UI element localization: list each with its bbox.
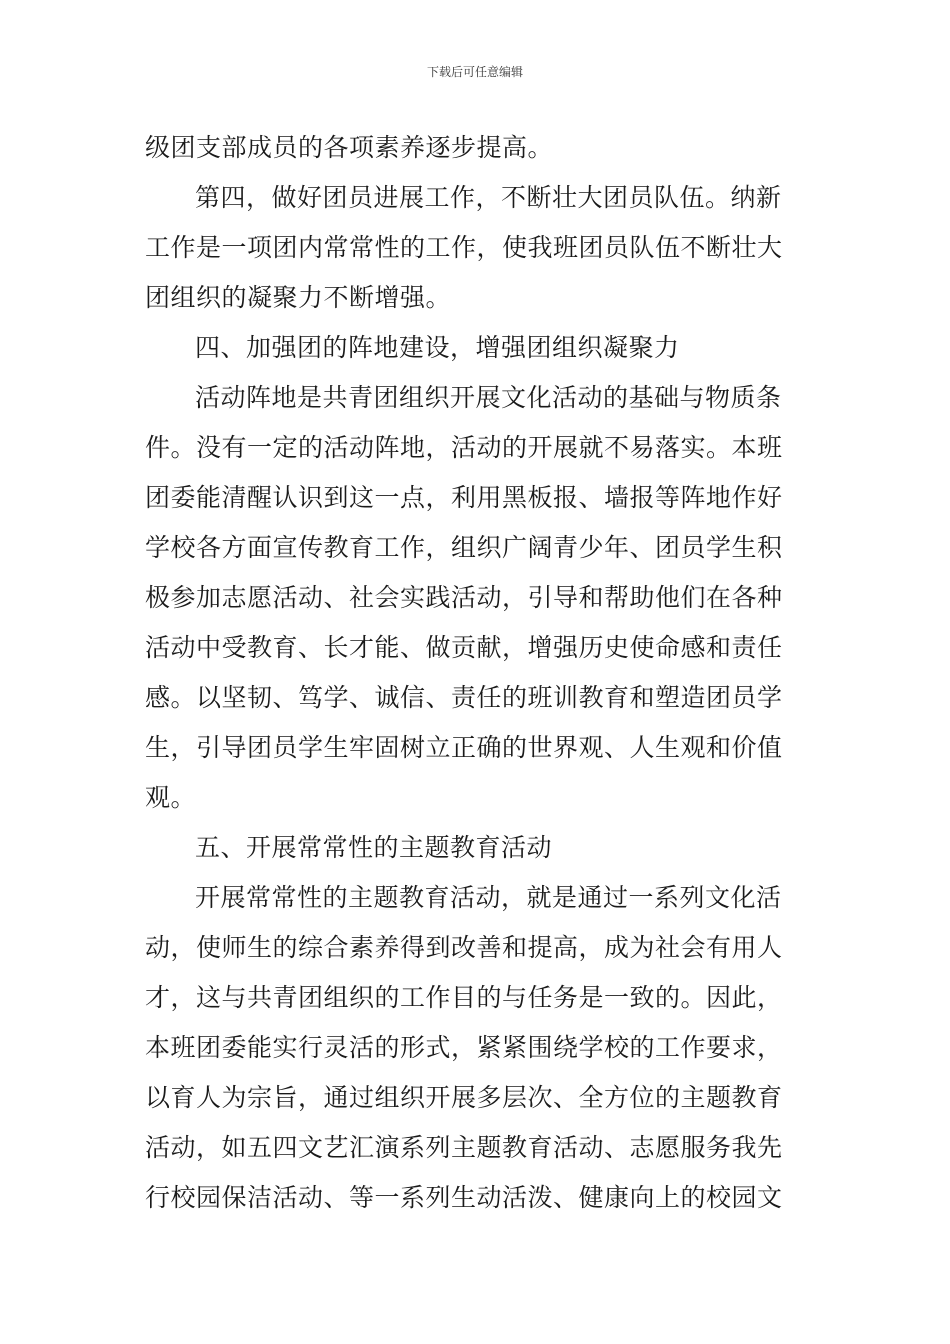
text-line: 开展常常性的主题教育活动，就是通过一系列文化活 — [195, 883, 782, 912]
text-line: 生，引导团员学生牢固树立正确的世界观、人生观和价值 — [145, 733, 783, 762]
text-line: 行校园保洁活动、等一系列生动活泼、健康向上的校园文 — [145, 1183, 783, 1212]
text-line: 观。 — [145, 783, 197, 812]
text-line: 感。以坚韧、笃学、诚信、责任的班训教育和塑造团员学 — [145, 683, 783, 712]
text-line: 活动中受教育、长才能、做贡献，增强历史使命感和责任 — [145, 633, 783, 662]
text-line: 件。没有一定的活动阵地，活动的开展就不易落实。本班 — [145, 433, 783, 462]
text-line: 本班团委能实行灵活的形式，紧紧围绕学校的工作要求， — [145, 1033, 783, 1062]
text-line: 以育人为宗旨，通过组织开展多层次、全方位的主题教育 — [145, 1083, 783, 1112]
text-line: 动，使师生的综合素养得到改善和提高，成为社会有用人 — [145, 933, 783, 962]
document-body — [145, 123, 810, 1223]
text-line: 学校各方面宣传教育工作，组织广阔青少年、团员学生积 — [145, 533, 783, 562]
text-line: 极参加志愿活动、社会实践活动，引导和帮助他们在各种 — [145, 583, 783, 612]
text-line: 五、开展常常性的主题教育活动 — [195, 833, 553, 862]
text-line: 团组织的凝聚力不断增强。 — [145, 283, 452, 312]
text-line: 级团支部成员的各项素养逐步提高。 — [145, 133, 554, 162]
text-line: 才，这与共青团组织的工作目的与任务是一致的。因此， — [145, 983, 783, 1012]
text-line: 团委能清醒认识到这一点，利用黑板报、墙报等阵地作好 — [145, 483, 783, 512]
text-line: 活动，如五四文艺汇演系列主题教育活动、志愿服务我先 — [145, 1133, 783, 1162]
text-line: 四、加强团的阵地建设，增强团组织凝聚力 — [195, 333, 680, 362]
text-line: 活动阵地是共青团组织开展文化活动的基础与物质条 — [195, 383, 782, 412]
page-header: 下载后可任意编辑 — [426, 65, 523, 79]
text-line: 工作是一项团内常常性的工作，使我班团员队伍不断壮大 — [145, 233, 783, 262]
text-line: 第四，做好团员进展工作，不断壮大团员队伍。纳新 — [195, 183, 782, 212]
